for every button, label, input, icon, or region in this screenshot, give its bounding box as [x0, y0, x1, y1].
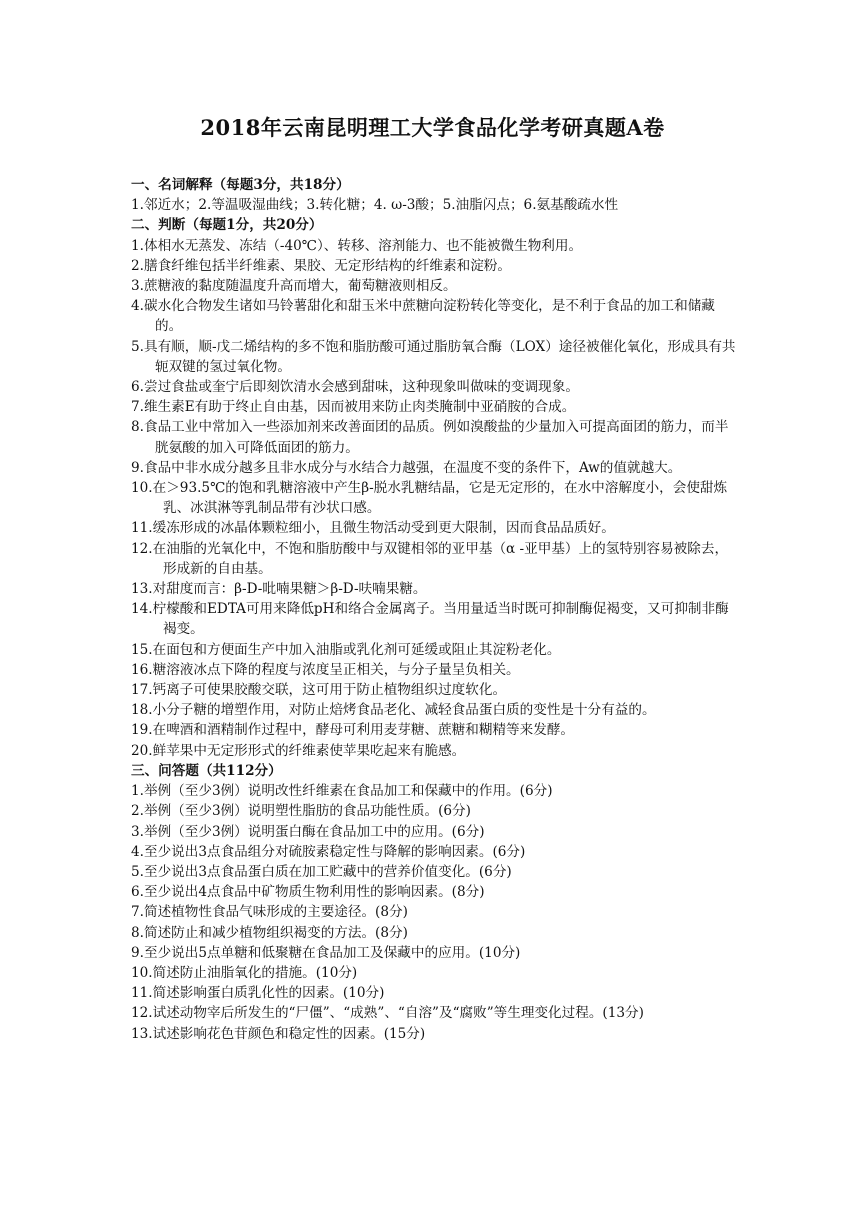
question-item-8: 8.简述防止和减少植物组织褐变的方法。(8分) — [131, 924, 408, 941]
true-false-item-16: 16.糖溶液冰点下降的程度与浓度呈正相关，与分子量呈负相关。 — [131, 661, 520, 678]
true-false-item-15: 15.在面包和方便面生产中加入油脂或乳化剂可延缓或阻止其淀粉老化。 — [131, 641, 561, 658]
question-item-5: 5.至少说出3点食品蛋白质在加工贮藏中的营养价值变化。(6分) — [131, 863, 512, 880]
true-false-item-8: 8.食品工业中常加入一些添加剂来改善面团的品质。例如溴酸盐的少量加入可提高面团的筋力，而半胱氨酸的加入可降低面团的筋力。 — [131, 419, 729, 456]
exam-content — [131, 175, 741, 1044]
true-false-item-11: 11.缓冻形成的冰晶体颗粒细小，且微生物活动受到更大限制，因而食品品质好。 — [131, 520, 615, 537]
true-false-item-2: 2.膳食纤维包括半纤维素、果胶、无定形结构的纤维素和淀粉。 — [131, 257, 511, 274]
question-item-7: 7.简述植物性食品气味形成的主要途径。(8分) — [131, 904, 408, 921]
true-false-item-18: 18.小分子糖的增塑作用，对防止焙烤食品老化、减轻食品蛋白质的变性是十分有益的。 — [131, 702, 656, 719]
section-heading-true-false: 二、判断（每题1分，共20分） — [131, 217, 323, 234]
true-false-item-9: 9.食品中非水成分越多且非水成分与水结合力越强，在温度不变的条件下，Aw的值就越大。 — [131, 459, 682, 476]
true-false-item-19: 19.在啤酒和酒精制作过程中，酵母可利用麦芽糖、蔗糖和糊精等来发酵。 — [131, 722, 575, 739]
question-item-10: 10.简述防止油脂氧化的措施。(10分) — [131, 964, 358, 981]
question-item-6: 6.至少说出4点食品中矿物质生物利用性的影响因素。(8分) — [131, 884, 485, 901]
true-false-item-14: 14.柠檬酸和EDTA可用来降低pH和络合金属离子。当用量适当时既可抑制酶促褐变，又可抑制非酶褐变。 — [131, 601, 729, 638]
question-item-2: 2.举例（至少3例）说明塑性脂肪的食品功能性质。(6分) — [131, 803, 471, 820]
true-false-item-13: 13.对甜度而言：β-D-吡喃果糖＞β-D-呋喃果糖。 — [131, 581, 427, 598]
true-false-item-20: 20.鲜苹果中无定形形式的纤维素使苹果吃起来有脆感。 — [131, 742, 466, 759]
page-title: 2018年云南昆明理工大学食品化学考研真题A卷 — [200, 115, 665, 140]
true-false-item-12: 12.在油脂的光氧化中，不饱和脂肪酸中与双键相邻的亚甲基（α -亚甲基）上的氢特别容易被除去，形成新的自由基。 — [131, 540, 729, 577]
question-item-13: 13.试述影响花色苷颜色和稳定性的因素。(15分) — [131, 1025, 426, 1042]
true-false-item-4: 4.碳水化合物发生诸如马铃薯甜化和甜玉米中蔗糖向淀粉转化等变化，是不利于食品的加工和储藏的。 — [131, 298, 715, 335]
question-item-1: 1.举例（至少3例）说明改性纤维素在食品加工和保藏中的作用。(6分) — [131, 783, 553, 800]
true-false-item-7: 7.维生素E有助于终止自由基，因而被用来防止肉类腌制中亚硝胺的合成。 — [131, 399, 576, 416]
question-item-11: 11.简述影响蛋白质乳化性的因素。(10分) — [131, 985, 385, 1002]
true-false-item-1: 1.体相水无蒸发、冻结（-40℃）、转移、溶剂能力、也不能被微生物利用。 — [131, 237, 583, 254]
definition-terms-line: 1.邻近水；2.等温吸湿曲线；3.转化糖；4. ω-3酸；5.油脂闪点；6.氨基酸疏水性 — [131, 197, 619, 214]
true-false-item-5: 5.具有顺，顺-戊二烯结构的多不饱和脂肪酸可通过脂肪氧合酶（LOX）途径被催化氧化，形成具有共轭双键的氢过氧化物。 — [131, 338, 736, 375]
true-false-item-17: 17.钙离子可使果胶酸交联，这可用于防止植物组织过度软化。 — [131, 682, 507, 699]
true-false-item-10: 10.在＞93.5℃的饱和乳糖溶液中产生β-脱水乳糖结晶，它是无定形的，在水中溶解度小，会使甜炼乳、冰淇淋等乳制品带有沙状口感。 — [131, 480, 728, 517]
true-false-item-3: 3.蔗糖液的黏度随温度升高而增大，葡萄糖液则相反。 — [131, 278, 457, 295]
question-item-4: 4.至少说出3点食品组分对硫胺素稳定性与降解的影响因素。(6分) — [131, 843, 526, 860]
question-item-12: 12.试述动物宰后所发生的“尸僵”、“成熟”、“自溶”及“腐败”等生理变化过程。(13分) — [131, 1005, 644, 1022]
true-false-item-6: 6.尝过食盐或奎宁后即刻饮清水会感到甜味，这种现象叫做味的变调现象。 — [131, 379, 579, 396]
section-heading-definitions: 一、名词解释（每题3分，共18分） — [131, 177, 350, 193]
question-item-3: 3.举例（至少3例）说明蛋白酶在食品加工中的应用。(6分) — [131, 823, 485, 840]
question-item-9: 9.至少说出5点单糖和低聚糖在食品加工及保藏中的应用。(10分) — [131, 944, 521, 961]
section-heading-questions: 三、问答题（共112分） — [131, 762, 282, 779]
